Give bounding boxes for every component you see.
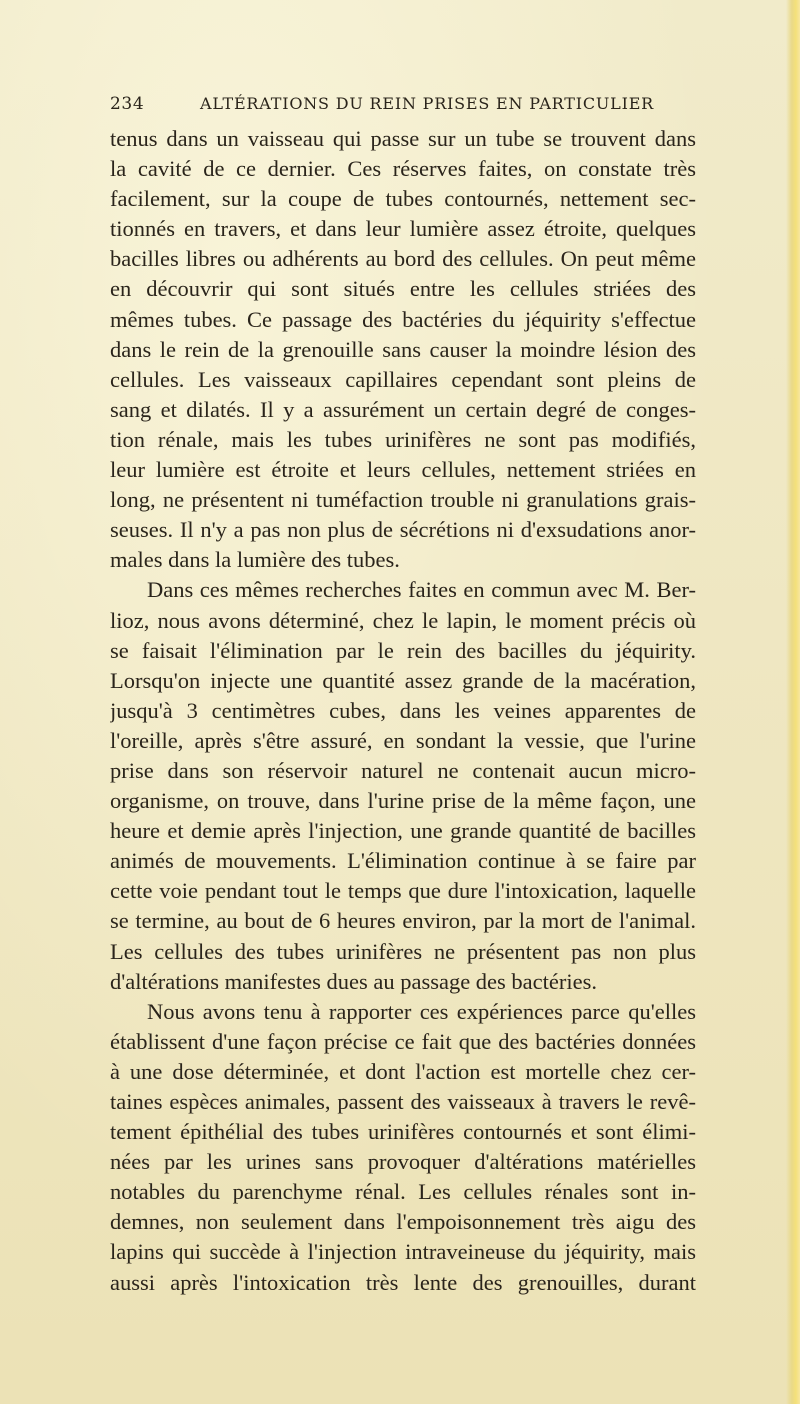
text-line: cette voie pendant tout le temps que dure l'intoxication, laquelle [110,878,696,904]
text-line: tement épithélial des tubes urinifères contournés et sont élimi- [110,1119,696,1145]
text-line: leur lumière est étroite et leurs cellules, nettement striées en [110,457,696,483]
text-line: la cavité de ce dernier. Ces réserves faites, on constate très [110,156,696,182]
text-line: Dans ces mêmes recherches faites en commun avec M. Ber- [147,577,696,603]
text-line: heure et demie après l'injection, une grande quantité de bacilles [110,818,696,844]
text-line: organisme, on trouve, dans l'urine prise de la même façon, une [110,788,696,814]
page-header [110,94,710,118]
page-edge [786,0,800,1404]
text-line: notables du parenchyme rénal. Les cellules rénales sont in- [110,1179,696,1205]
text-line: bacilles libres ou adhérents au bord des cellules. On peut même [110,246,696,272]
text-line: lapins qui succède à l'injection intraveineuse du jéquirity, mais [110,1239,696,1265]
text-line: nées par les urines sans provoquer d'altérations matérielles [110,1149,696,1175]
text-line: demnes, non seulement dans l'empoisonnement très aigu des [110,1209,696,1235]
text-line: en découvrir qui sont situés entre les cellules striées des [110,276,696,302]
page-number: 234 [110,94,145,114]
text-line: à une dose déterminée, et dont l'action est mortelle chez cer- [110,1058,696,1084]
text-line: males dans la lumière des tubes. [110,547,400,573]
text-line: tionnés en travers, et dans leur lumière assez étroite, quelques [110,216,696,242]
text-line: long, ne présentent ni tuméfaction trouble ni granulations grais- [110,487,696,513]
text-line: se faisait l'élimination par le rein des bacilles du jéquirity. [110,637,696,663]
text-line: Nous avons tenu à rapporter ces expériences parce qu'elles [147,998,696,1024]
text-line: lioz, nous avons déterminé, chez le lapin, le moment précis où [110,607,696,633]
text-line: cellules. Les vaisseaux capillaires cependant sont pleins de [110,366,696,392]
body-text [110,124,696,1298]
text-line: Lorsqu'on injecte une quantité assez grande de la macération, [110,667,696,693]
text-line: jusqu'à 3 centimètres cubes, dans les veines apparentes de [110,697,696,723]
text-line: aussi après l'intoxication très lente des grenouilles, durant [110,1269,696,1295]
text-line: tion rénale, mais les tubes urinifères ne sont pas modifiés, [110,426,696,452]
text-line: établissent d'une façon précise ce fait que des bactéries données [110,1028,696,1054]
text-line: tenus dans un vaisseau qui passe sur un tube se trouvent dans [110,126,696,151]
text-line: facilement, sur la coupe de tubes contournés, nettement sec- [110,186,696,212]
running-head: ALTÉRATIONS DU REIN PRISES EN PARTICULIER [200,94,655,113]
text-line: se termine, au bout de 6 heures environ, par la mort de l'animal. [110,908,696,934]
text-line: Les cellules des tubes urinifères ne présentent pas non plus [110,938,696,964]
text-line: seuses. Il n'y a pas non plus de sécrétions ni d'exsudations anor- [110,517,696,543]
text-line: animés de mouvements. L'élimination continue à se faire par [110,848,696,874]
text-line: prise dans son réservoir naturel ne contenait aucun micro- [110,757,696,783]
text-line: l'oreille, après s'être assuré, en sondant la vessie, que l'urine [110,727,696,753]
text-line: d'altérations manifestes dues au passage des bactéries. [110,968,598,994]
text-line: dans le rein de la grenouille sans causer la moindre lésion des [110,336,696,362]
text-line: sang et dilatés. Il y a assurément un certain degré de conges- [110,396,696,422]
text-line: mêmes tubes. Ce passage des bactéries du jéquirity s'effectue [110,306,696,332]
text-line: taines espèces animales, passent des vaisseaux à travers le revê- [110,1089,696,1114]
